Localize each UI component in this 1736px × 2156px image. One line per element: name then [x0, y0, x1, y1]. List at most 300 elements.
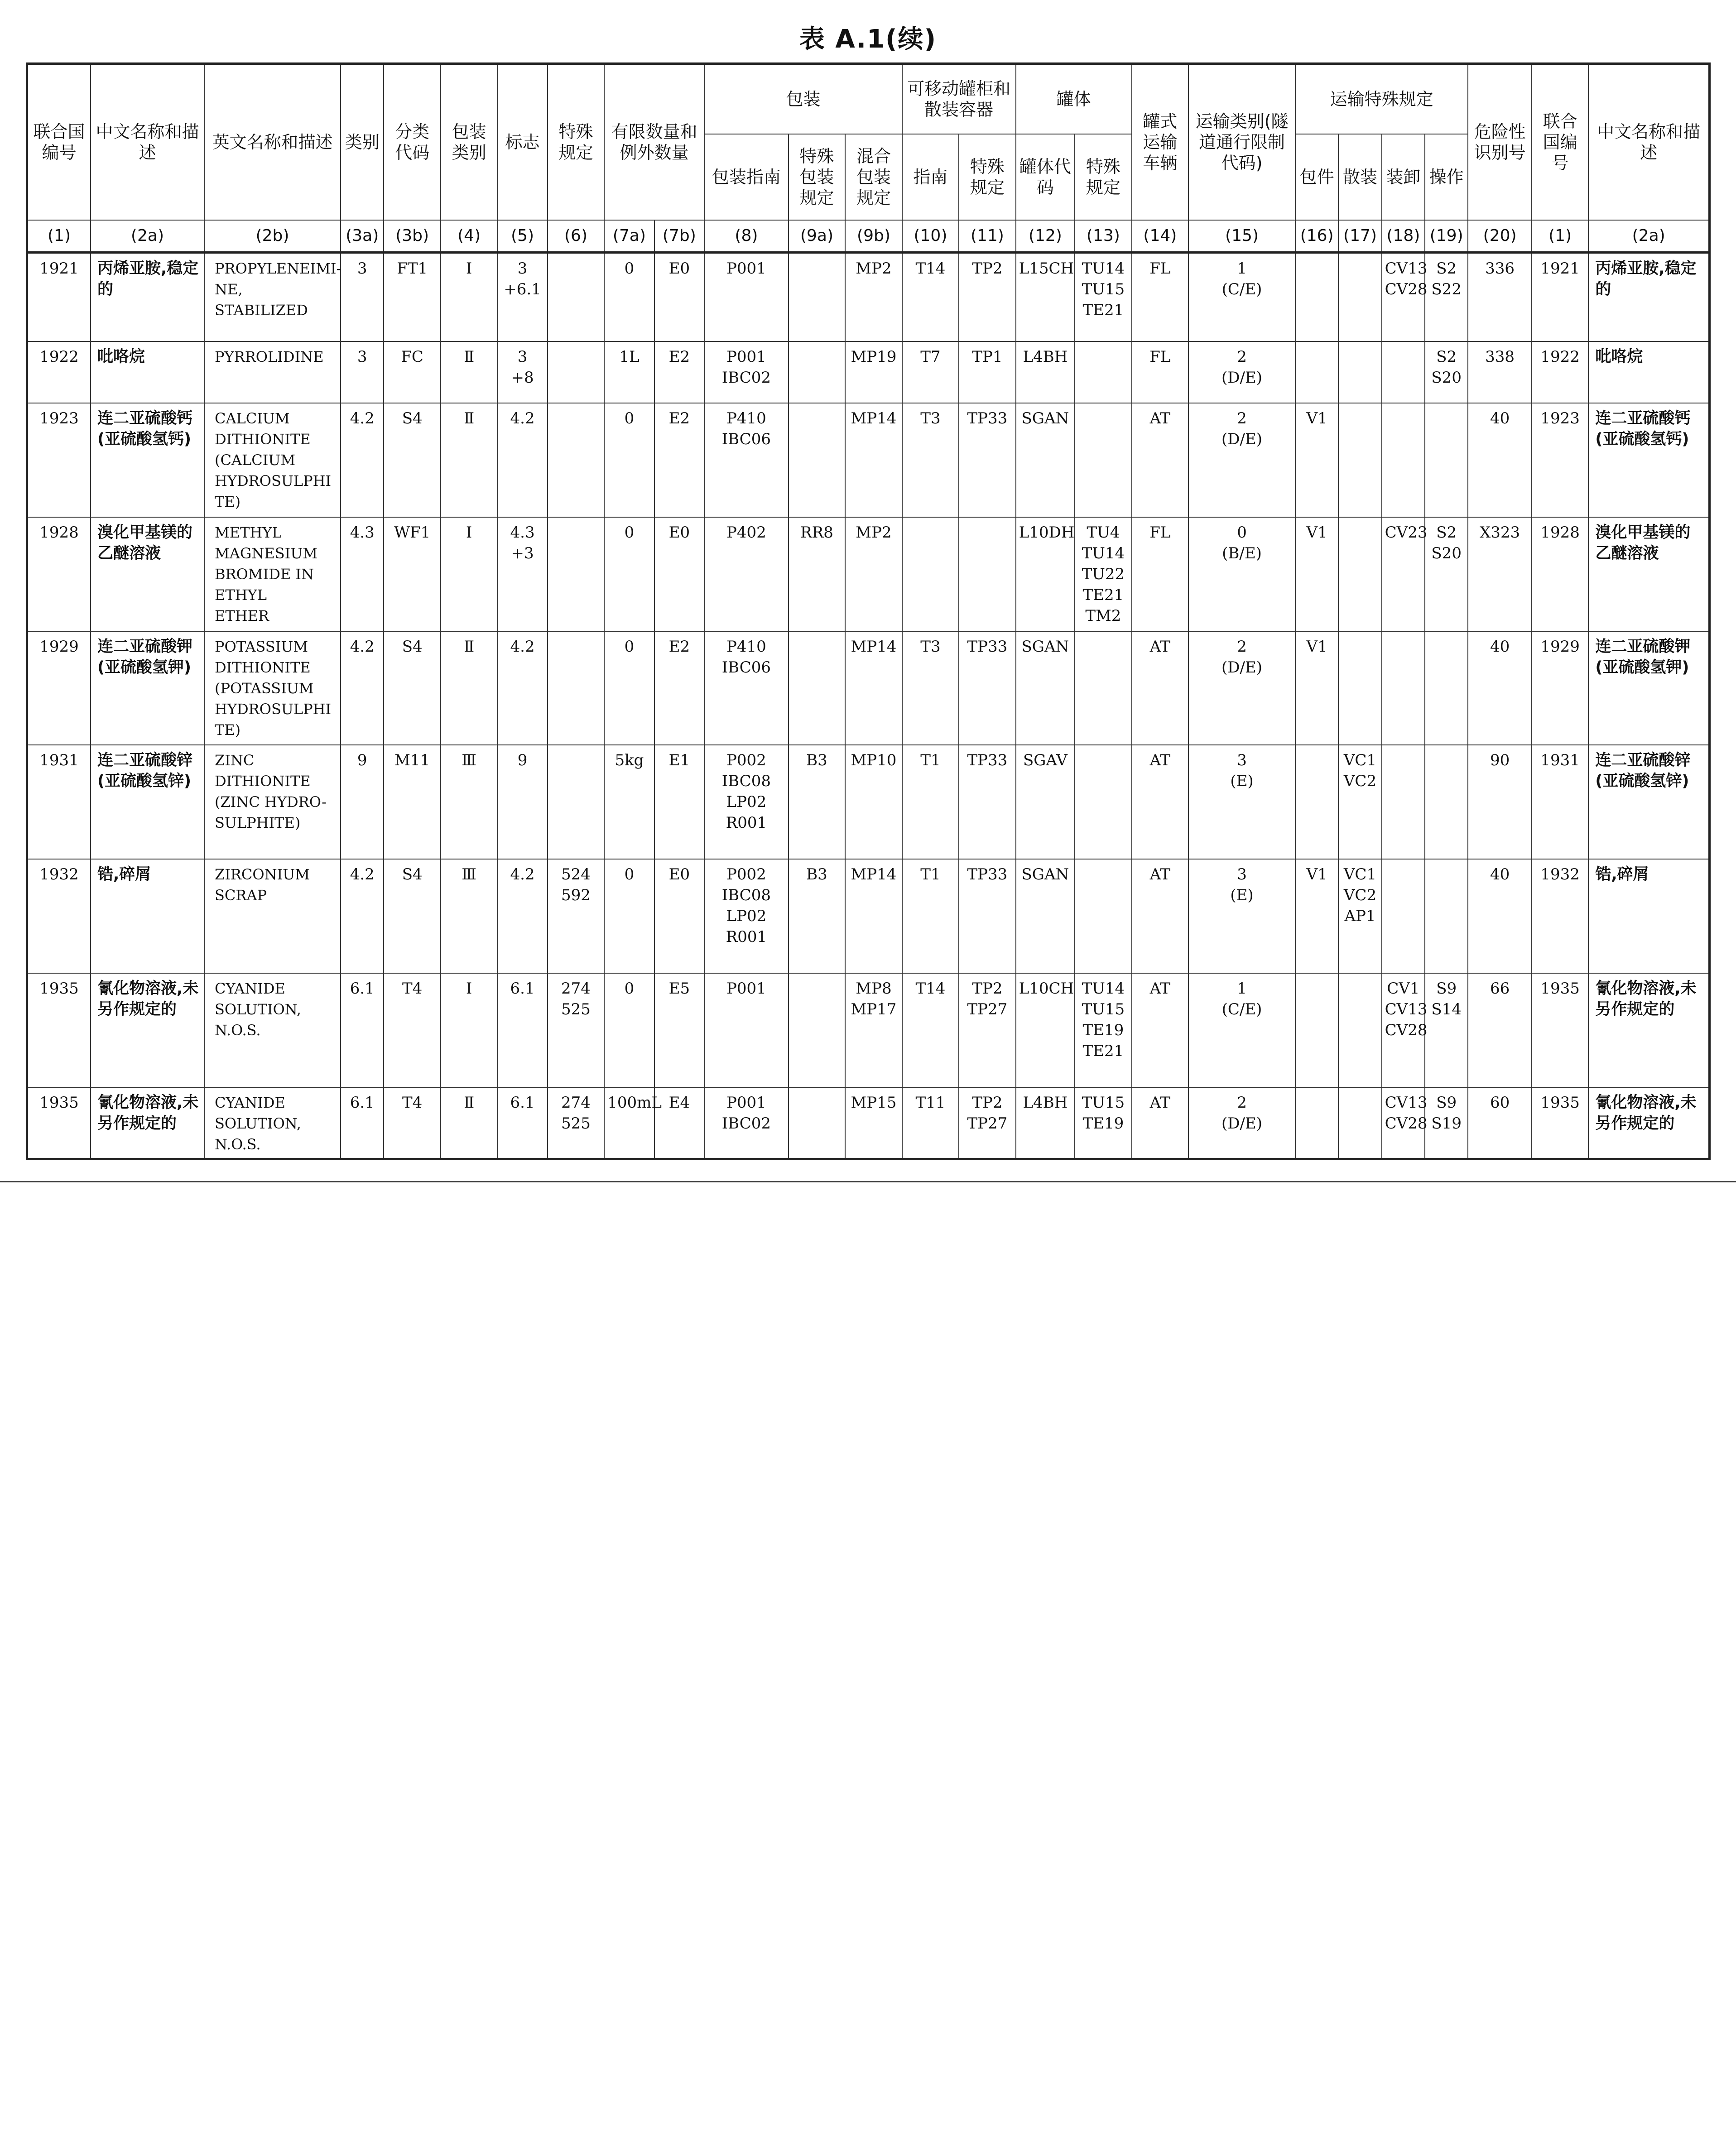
cell-special-packing	[789, 973, 845, 1087]
cell-limited-qty: 0	[604, 253, 654, 341]
cell-transport-category: 2 (D/E)	[1188, 1087, 1295, 1159]
header-portable-tanks: 可移动罐柜和散装容器	[902, 64, 1016, 134]
cell-name-en: PROPYLENEIMI- NE, STABILIZED	[204, 253, 341, 341]
header-bulk: 散装	[1338, 134, 1381, 220]
cell-operation: S9 S14	[1425, 973, 1468, 1087]
cell-tank-special: TU15 TE19	[1075, 1087, 1131, 1159]
header-un-no: 联合国编号	[27, 64, 91, 220]
cell-hazard-id: X323	[1468, 517, 1532, 631]
cell-tank-code: L4BH	[1016, 341, 1075, 403]
column-number: (2b)	[204, 220, 341, 253]
cell-un-no: 1923	[27, 403, 91, 517]
cell-loading: CV13 CV28	[1382, 1087, 1425, 1159]
cell-tank-special	[1075, 859, 1131, 973]
column-number: (12)	[1016, 220, 1075, 253]
cell-pt-special: TP33	[959, 403, 1015, 517]
table-row	[27, 631, 1710, 745]
column-number-row	[27, 220, 1710, 253]
cell-un-no: 1932	[27, 859, 91, 973]
cell-special-packing: RR8	[789, 517, 845, 631]
cell-packages	[1295, 253, 1338, 341]
cell-packages: V1	[1295, 859, 1338, 973]
cell-class: 6.1	[341, 973, 384, 1087]
cell-pt-instructions	[902, 517, 959, 631]
column-number: (6)	[548, 220, 604, 253]
cell-operation	[1425, 403, 1468, 517]
cell-name-zh: 连二亚硫酸锌(亚硫酸氢锌)	[91, 745, 204, 859]
header-name-zh: 中文名称和描述	[91, 64, 204, 220]
cell-tank-special	[1075, 631, 1131, 745]
header-hazard-id: 危险性识别号	[1468, 64, 1532, 220]
cell-un-no-2: 1932	[1532, 859, 1588, 973]
cell-transport-category: 2 (D/E)	[1188, 631, 1295, 745]
cell-special-provisions	[548, 631, 604, 745]
cell-hazard-id: 336	[1468, 253, 1532, 341]
cell-loading: CV13 CV28	[1382, 253, 1425, 341]
cell-pt-special: TP2 TP27	[959, 973, 1015, 1087]
cell-tank-vehicle: AT	[1132, 859, 1188, 973]
cell-packages	[1295, 745, 1338, 859]
cell-un-no-2: 1921	[1532, 253, 1588, 341]
cell-limited-qty: 1L	[604, 341, 654, 403]
table-row	[27, 253, 1710, 341]
cell-tank-vehicle: AT	[1132, 745, 1188, 859]
cell-packages: V1	[1295, 403, 1338, 517]
cell-mixed-packing: MP10	[845, 745, 902, 859]
cell-bulk	[1338, 631, 1381, 745]
cell-name-en: PYRROLIDINE	[204, 341, 341, 403]
cell-tank-special: TU14 TU15 TE19 TE21	[1075, 973, 1131, 1087]
column-number: (4)	[441, 220, 497, 253]
table-row	[27, 403, 1710, 517]
cell-special-packing	[789, 341, 845, 403]
cell-tank-vehicle: FL	[1132, 253, 1188, 341]
cell-class: 3	[341, 341, 384, 403]
cell-pt-instructions: T14	[902, 973, 959, 1087]
header-tank-code: 罐体代码	[1016, 134, 1075, 220]
cell-class-code: M11	[384, 745, 440, 859]
cell-name-zh-2: 锆,碎屑	[1588, 859, 1709, 973]
cell-limited-qty: 0	[604, 403, 654, 517]
cell-un-no: 1935	[27, 1087, 91, 1159]
cell-pt-instructions: T1	[902, 745, 959, 859]
cell-tank-vehicle: AT	[1132, 403, 1188, 517]
header-special-packing: 特殊包装规定	[789, 134, 845, 220]
cell-mixed-packing: MP14	[845, 631, 902, 745]
column-number: (2a)	[1588, 220, 1709, 253]
cell-tank-special	[1075, 403, 1131, 517]
cell-hazard-id: 60	[1468, 1087, 1532, 1159]
cell-labels: 4.3 +3	[497, 517, 547, 631]
cell-name-en: METHYL MAGNESIUM BROMIDE IN ETHYL ETHER	[204, 517, 341, 631]
cell-special-provisions	[548, 403, 604, 517]
cell-loading	[1382, 631, 1425, 745]
cell-mixed-packing: MP2	[845, 253, 902, 341]
cell-name-zh: 氰化物溶液,未另作规定的	[91, 973, 204, 1087]
cell-name-zh-2: 连二亚硫酸钙(亚硫酸氢钙)	[1588, 403, 1709, 517]
header-tank-vehicle: 罐式运输车辆	[1132, 64, 1188, 220]
cell-packing-group: Ⅲ	[441, 859, 497, 973]
cell-tank-special: TU4 TU14 TU22 TE21 TM2	[1075, 517, 1131, 631]
cell-name-zh-2: 氰化物溶液,未另作规定的	[1588, 1087, 1709, 1159]
cell-name-zh-2: 丙烯亚胺,稳定的	[1588, 253, 1709, 341]
cell-un-no-2: 1923	[1532, 403, 1588, 517]
cell-pt-special: TP33	[959, 745, 1015, 859]
cell-pt-special: TP33	[959, 859, 1015, 973]
cell-un-no-2: 1935	[1532, 973, 1588, 1087]
header-packages: 包件	[1295, 134, 1338, 220]
header-pt-special: 特殊规定	[959, 134, 1015, 220]
cell-special-packing: B3	[789, 859, 845, 973]
cell-special-provisions: 274 525	[548, 1087, 604, 1159]
cell-tank-code: SGAN	[1016, 631, 1075, 745]
cell-bulk: VC1 VC2	[1338, 745, 1381, 859]
table-row	[27, 745, 1710, 859]
cell-excepted-qty: E2	[654, 631, 704, 745]
cell-limited-qty: 0	[604, 973, 654, 1087]
cell-special-packing: B3	[789, 745, 845, 859]
cell-special-packing	[789, 403, 845, 517]
cell-transport-category: 0 (B/E)	[1188, 517, 1295, 631]
header-name-en: 英文名称和描述	[204, 64, 341, 220]
column-number: (14)	[1132, 220, 1188, 253]
cell-transport-category: 2 (D/E)	[1188, 341, 1295, 403]
cell-un-no-2: 1929	[1532, 631, 1588, 745]
cell-labels: 4.2	[497, 859, 547, 973]
cell-name-zh: 溴化甲基镁的乙醚溶液	[91, 517, 204, 631]
cell-special-packing	[789, 253, 845, 341]
cell-packing-group: Ⅰ	[441, 253, 497, 341]
cell-tank-code: SGAV	[1016, 745, 1075, 859]
cell-packing-group: Ⅱ	[441, 631, 497, 745]
column-number: (3b)	[384, 220, 440, 253]
cell-limited-qty: 5kg	[604, 745, 654, 859]
cell-class: 4.2	[341, 859, 384, 973]
cell-loading	[1382, 341, 1425, 403]
cell-un-no: 1929	[27, 631, 91, 745]
cell-tank-vehicle: AT	[1132, 631, 1188, 745]
cell-hazard-id: 338	[1468, 341, 1532, 403]
cell-operation: S2 S20	[1425, 517, 1468, 631]
cell-un-no-2: 1935	[1532, 1087, 1588, 1159]
cell-tank-code: L4BH	[1016, 1087, 1075, 1159]
header-operation: 操作	[1425, 134, 1468, 220]
column-number: (7a)	[604, 220, 654, 253]
cell-special-provisions	[548, 253, 604, 341]
cell-name-en: POTASSIUM DITHIONITE (POTASSIUM HYDROSULPHI TE)	[204, 631, 341, 745]
cell-pt-instructions: T3	[902, 403, 959, 517]
cell-bulk	[1338, 341, 1381, 403]
cell-transport-category: 3 (E)	[1188, 859, 1295, 973]
dangerous-goods-table	[26, 62, 1711, 1160]
cell-packing-instructions: P001	[704, 253, 789, 341]
column-number: (17)	[1338, 220, 1381, 253]
cell-tank-special	[1075, 341, 1131, 403]
cell-name-zh-2: 连二亚硫酸锌(亚硫酸氢锌)	[1588, 745, 1709, 859]
cell-labels: 3 +8	[497, 341, 547, 403]
cell-packing-instructions: P001 IBC02	[704, 341, 789, 403]
cell-packing-group: Ⅰ	[441, 973, 497, 1087]
cell-packages	[1295, 1087, 1338, 1159]
cell-operation: S2 S22	[1425, 253, 1468, 341]
cell-transport-category: 1 (C/E)	[1188, 973, 1295, 1087]
cell-class-code: WF1	[384, 517, 440, 631]
column-number: (16)	[1295, 220, 1338, 253]
cell-tank-vehicle: FL	[1132, 517, 1188, 631]
header-packing-group: 包装类别	[441, 64, 497, 220]
cell-name-en: CYANIDE SOLUTION, N.O.S.	[204, 973, 341, 1087]
cell-tank-special: TU14 TU15 TE21	[1075, 253, 1131, 341]
cell-name-zh-2: 吡咯烷	[1588, 341, 1709, 403]
cell-excepted-qty: E2	[654, 403, 704, 517]
table-row	[27, 973, 1710, 1087]
cell-transport-category: 2 (D/E)	[1188, 403, 1295, 517]
cell-un-no: 1931	[27, 745, 91, 859]
cell-labels: 3 +6.1	[497, 253, 547, 341]
header-transport-category: 运输类别(隧道通行限制代码)	[1188, 64, 1295, 220]
cell-class-code: S4	[384, 403, 440, 517]
header-class-code: 分类代码	[384, 64, 440, 220]
cell-class: 6.1	[341, 1087, 384, 1159]
header-transport-special: 运输特殊规定	[1295, 64, 1468, 134]
cell-pt-instructions: T1	[902, 859, 959, 973]
cell-excepted-qty: E2	[654, 341, 704, 403]
cell-pt-special: TP2 TP27	[959, 1087, 1015, 1159]
cell-packing-instructions: P001 IBC02	[704, 1087, 789, 1159]
header-pt-instructions: 指南	[902, 134, 959, 220]
header-limited-quantities: 有限数量和例外数量	[604, 64, 704, 220]
cell-packing-instructions: P001	[704, 973, 789, 1087]
cell-special-provisions: 524 592	[548, 859, 604, 973]
cell-special-packing	[789, 631, 845, 745]
cell-packing-group: Ⅲ	[441, 745, 497, 859]
cell-tank-code: L15CH	[1016, 253, 1075, 341]
cell-name-zh: 氰化物溶液,未另作规定的	[91, 1087, 204, 1159]
column-number: (8)	[704, 220, 789, 253]
cell-name-en: ZINC DITHIONITE (ZINC HYDRO- SULPHITE)	[204, 745, 341, 859]
cell-loading	[1382, 745, 1425, 859]
cell-loading	[1382, 403, 1425, 517]
column-number: (13)	[1075, 220, 1131, 253]
table-body	[27, 253, 1710, 1159]
cell-loading: CV23	[1382, 517, 1425, 631]
cell-class: 4.2	[341, 403, 384, 517]
column-number: (9a)	[789, 220, 845, 253]
cell-un-no-2: 1931	[1532, 745, 1588, 859]
header-name-zh-2: 中文名称和描述	[1588, 64, 1709, 220]
cell-operation	[1425, 631, 1468, 745]
cell-packing-instructions: P410 IBC06	[704, 631, 789, 745]
cell-packages: V1	[1295, 517, 1338, 631]
cell-name-en: CALCIUM DITHIONITE (CALCIUM HYDROSULPHI TE)	[204, 403, 341, 517]
cell-operation	[1425, 745, 1468, 859]
cell-loading	[1382, 859, 1425, 973]
cell-name-en: CYANIDE SOLUTION, N.O.S.	[204, 1087, 341, 1159]
cell-name-zh: 连二亚硫酸钙(亚硫酸氢钙)	[91, 403, 204, 517]
cell-loading: CV1 CV13 CV28	[1382, 973, 1425, 1087]
cell-class-code: T4	[384, 973, 440, 1087]
cell-un-no: 1921	[27, 253, 91, 341]
cell-tank-code: L10DH	[1016, 517, 1075, 631]
header-class: 类别	[341, 64, 384, 220]
cell-labels: 4.2	[497, 631, 547, 745]
header-packing-instructions: 包装指南	[704, 134, 789, 220]
cell-packages: V1	[1295, 631, 1338, 745]
cell-labels: 9	[497, 745, 547, 859]
cell-packages	[1295, 341, 1338, 403]
cell-name-zh-2: 溴化甲基镁的乙醚溶液	[1588, 517, 1709, 631]
cell-mixed-packing: MP15	[845, 1087, 902, 1159]
column-number: (18)	[1382, 220, 1425, 253]
column-number: (9b)	[845, 220, 902, 253]
column-number: (10)	[902, 220, 959, 253]
header-labels: 标志	[497, 64, 547, 220]
cell-hazard-id: 40	[1468, 403, 1532, 517]
cell-class: 9	[341, 745, 384, 859]
cell-excepted-qty: E1	[654, 745, 704, 859]
cell-pt-special: TP33	[959, 631, 1015, 745]
cell-labels: 6.1	[497, 1087, 547, 1159]
header-mixed-packing: 混合包装规定	[845, 134, 902, 220]
header-packaging: 包装	[704, 64, 902, 134]
cell-class-code: FC	[384, 341, 440, 403]
cell-tank-vehicle: AT	[1132, 1087, 1188, 1159]
cell-hazard-id: 90	[1468, 745, 1532, 859]
cell-limited-qty: 0	[604, 859, 654, 973]
cell-hazard-id: 40	[1468, 631, 1532, 745]
cell-name-zh: 锆,碎屑	[91, 859, 204, 973]
cell-pt-special: TP2	[959, 253, 1015, 341]
cell-pt-special	[959, 517, 1015, 631]
cell-packing-instructions: P002 IBC08 LP02 R001	[704, 745, 789, 859]
header-un-no-2: 联合国编号	[1532, 64, 1588, 220]
table-row	[27, 517, 1710, 631]
cell-un-no-2: 1928	[1532, 517, 1588, 631]
cell-name-zh-2: 连二亚硫酸钾(亚硫酸氢钾)	[1588, 631, 1709, 745]
column-number: (5)	[497, 220, 547, 253]
cell-packing-group: Ⅱ	[441, 341, 497, 403]
cell-packing-group: Ⅰ	[441, 517, 497, 631]
cell-excepted-qty: E5	[654, 973, 704, 1087]
cell-un-no-2: 1922	[1532, 341, 1588, 403]
cell-packing-instructions: P410 IBC06	[704, 403, 789, 517]
header-tank-special: 特殊规定	[1075, 134, 1131, 220]
cell-limited-qty: 0	[604, 517, 654, 631]
cell-class-code: T4	[384, 1087, 440, 1159]
cell-excepted-qty: E0	[654, 253, 704, 341]
cell-tank-code: SGAN	[1016, 403, 1075, 517]
header-tanks: 罐体	[1016, 64, 1132, 134]
column-number: (11)	[959, 220, 1015, 253]
cell-tank-vehicle: FL	[1132, 341, 1188, 403]
cell-mixed-packing: MP14	[845, 859, 902, 973]
column-number: (20)	[1468, 220, 1532, 253]
cell-name-zh: 连二亚硫酸钾(亚硫酸氢钾)	[91, 631, 204, 745]
cell-pt-instructions: T14	[902, 253, 959, 341]
cell-excepted-qty: E0	[654, 859, 704, 973]
cell-name-zh-2: 氰化物溶液,未另作规定的	[1588, 973, 1709, 1087]
cell-packing-instructions: P002 IBC08 LP02 R001	[704, 859, 789, 973]
header-special-provisions: 特殊规定	[548, 64, 604, 220]
cell-special-provisions	[548, 745, 604, 859]
cell-hazard-id: 40	[1468, 859, 1532, 973]
cell-name-zh: 丙烯亚胺,稳定的	[91, 253, 204, 341]
cell-operation	[1425, 859, 1468, 973]
cell-packing-group: Ⅱ	[441, 1087, 497, 1159]
cell-bulk	[1338, 517, 1381, 631]
cell-mixed-packing: MP19	[845, 341, 902, 403]
cell-bulk	[1338, 403, 1381, 517]
cell-excepted-qty: E0	[654, 517, 704, 631]
cell-bulk: VC1 VC2 AP1	[1338, 859, 1381, 973]
cell-class-code: S4	[384, 631, 440, 745]
cell-tank-vehicle: AT	[1132, 973, 1188, 1087]
cell-tank-code: L10CH	[1016, 973, 1075, 1087]
cell-un-no: 1922	[27, 341, 91, 403]
cell-bulk	[1338, 253, 1381, 341]
table-title: 表 A.1(续)	[799, 24, 937, 54]
cell-packing-instructions: P402	[704, 517, 789, 631]
cell-mixed-packing: MP14	[845, 403, 902, 517]
table-row	[27, 341, 1710, 403]
column-number: (15)	[1188, 220, 1295, 253]
cell-special-provisions	[548, 341, 604, 403]
cell-hazard-id: 66	[1468, 973, 1532, 1087]
cell-special-provisions	[548, 517, 604, 631]
cell-class: 4.3	[341, 517, 384, 631]
table-row	[27, 859, 1710, 973]
cell-packing-group: Ⅱ	[441, 403, 497, 517]
table-row	[27, 1087, 1710, 1159]
column-number: (7b)	[654, 220, 704, 253]
cell-labels: 6.1	[497, 973, 547, 1087]
cell-limited-qty: 0	[604, 631, 654, 745]
column-number: (1)	[1532, 220, 1588, 253]
cell-tank-special	[1075, 745, 1131, 859]
cell-un-no: 1935	[27, 973, 91, 1087]
cell-operation: S9 S19	[1425, 1087, 1468, 1159]
cell-un-no: 1928	[27, 517, 91, 631]
cell-pt-instructions: T7	[902, 341, 959, 403]
cell-class-code: S4	[384, 859, 440, 973]
cell-packages	[1295, 973, 1338, 1087]
column-number: (19)	[1425, 220, 1468, 253]
cell-special-provisions: 274 525	[548, 973, 604, 1087]
header-loading: 装卸	[1382, 134, 1425, 220]
cell-excepted-qty: E4	[654, 1087, 704, 1159]
column-number: (2a)	[91, 220, 204, 253]
column-number: (3a)	[341, 220, 384, 253]
cell-name-en: ZIRCONIUM SCRAP	[204, 859, 341, 973]
page-bottom-rule	[0, 1181, 1736, 1182]
cell-pt-instructions: T11	[902, 1087, 959, 1159]
cell-class-code: FT1	[384, 253, 440, 341]
cell-labels: 4.2	[497, 403, 547, 517]
cell-name-zh: 吡咯烷	[91, 341, 204, 403]
cell-limited-qty: 100mL	[604, 1087, 654, 1159]
cell-class: 3	[341, 253, 384, 341]
cell-pt-instructions: T3	[902, 631, 959, 745]
column-number: (1)	[27, 220, 91, 253]
cell-transport-category: 1 (C/E)	[1188, 253, 1295, 341]
cell-transport-category: 3 (E)	[1188, 745, 1295, 859]
cell-tank-code: SGAN	[1016, 859, 1075, 973]
cell-operation: S2 S20	[1425, 341, 1468, 403]
cell-mixed-packing: MP2	[845, 517, 902, 631]
cell-pt-special: TP1	[959, 341, 1015, 403]
cell-special-packing	[789, 1087, 845, 1159]
cell-mixed-packing: MP8 MP17	[845, 973, 902, 1087]
